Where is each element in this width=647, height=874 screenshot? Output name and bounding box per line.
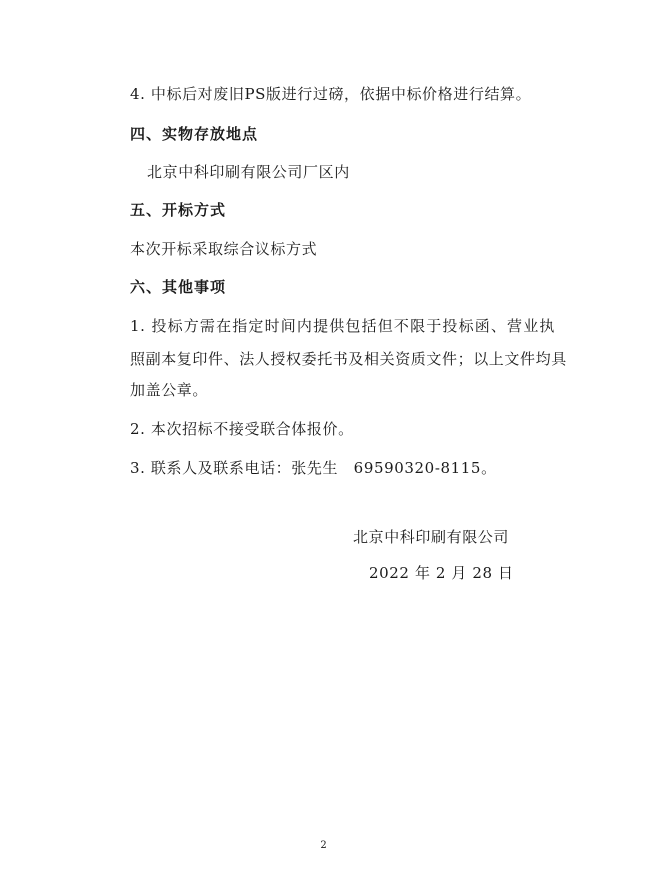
other-item-1-line-3: 加盖公章。 xyxy=(130,381,209,399)
page-number: 2 xyxy=(320,840,327,851)
signature-date: 2022 年 2 月 28 日 xyxy=(369,564,514,582)
storage-location-text: 北京中科印刷有限公司厂区内 xyxy=(147,163,350,181)
item-4-settlement: 4. 中标后对废旧PS版进行过磅，依据中标价格进行结算。 xyxy=(130,85,532,103)
other-item-3-contact: 3. 联系人及联系电话：张先生 69590320-8115。 xyxy=(130,459,497,477)
opening-method-text: 本次开标采取综合议标方式 xyxy=(130,240,318,258)
section-heading-storage: 四、实物存放地点 xyxy=(130,125,259,143)
other-item-1-line-2: 照副本复印件、法人授权委托书及相关资质文件；以上文件均具 xyxy=(130,350,567,368)
other-item-2: 2. 本次招标不接受联合体报价。 xyxy=(130,420,354,438)
signature-company: 北京中科印刷有限公司 xyxy=(353,528,510,546)
section-heading-opening: 五、开标方式 xyxy=(130,201,227,219)
other-item-1-line-1: 1. 投标方需在指定时间内提供包括但不限于投标函、营业执 xyxy=(130,317,555,335)
section-heading-other: 六、其他事项 xyxy=(130,278,227,296)
